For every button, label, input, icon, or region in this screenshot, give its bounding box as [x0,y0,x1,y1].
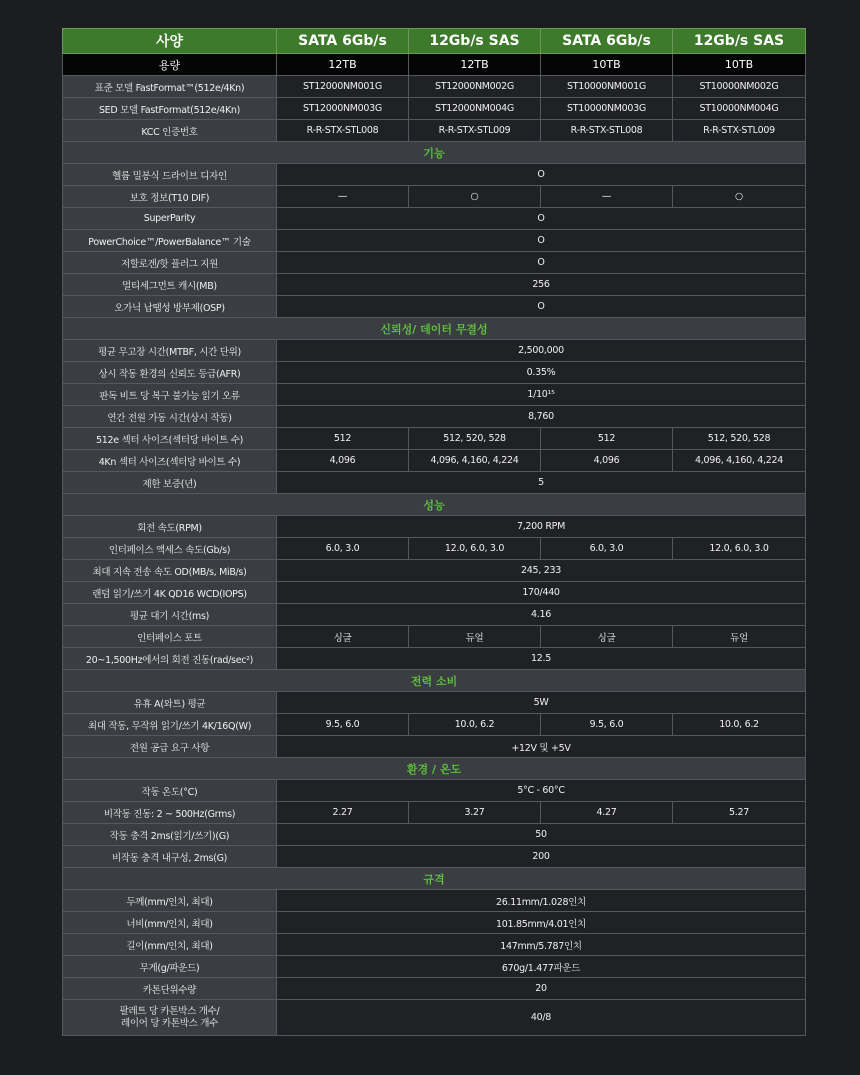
cell-value: 5°C - 60°C [277,780,806,802]
row-label: 회전 속도(RPM) [63,516,277,538]
cell-value: 101.85mm/4.01인치 [277,912,806,934]
spec-row [63,912,806,934]
row-label: 길이(mm/인치, 최대) [63,934,277,956]
row-label: 제한 보증(년) [63,472,277,494]
cell-value: 2,500,000 [277,340,806,362]
spec-row [63,626,806,648]
row-label: 무게(g/파운드) [63,956,277,978]
cell-value: 50 [277,824,806,846]
spec-row [63,890,806,912]
row-label: 유휴 A(와트) 평균 [63,692,277,714]
spec-row [63,406,806,428]
column-header-1: SATA 6Gb/s [277,29,409,54]
section-header-features [63,142,806,164]
cell-value: 3.27 [409,802,541,824]
row-label: 평균 대기 시간(ms) [63,604,277,626]
spec-row [63,164,806,186]
spec-row [63,208,806,230]
cell-value: 4,096, 4,160, 4,224 [409,450,541,472]
cell-value: 5.27 [673,802,806,824]
cell-value: 170/440 [277,582,806,604]
spec-row [63,714,806,736]
cell-value: 6.0, 3.0 [277,538,409,560]
section-title: 전력 소비 [63,670,806,692]
section-header-dimensions [63,868,806,890]
cell-value: ST10000NM004G [673,98,806,120]
cell-value: ST12000NM002G [409,76,541,98]
section-header-power [63,670,806,692]
cell-value: 10.0, 6.2 [673,714,806,736]
cell-value: O [277,252,806,274]
cell-value: 듀얼 [673,626,806,648]
cell-value: 4,096, 4,160, 4,224 [673,450,806,472]
spec-header-cell: 사양 [63,29,277,54]
cell-value: 256 [277,274,806,296]
row-label: 최대 지속 전송 속도 OD(MB/s, MiB/s) [63,560,277,582]
row-label-line: 레이어 당 카톤박스 개수 [121,1017,218,1029]
cell-value: 9.5, 6.0 [277,714,409,736]
spec-row [63,472,806,494]
row-label [63,1000,277,1036]
row-label: 랜덤 읽기/쓰기 4K QD16 WCD(IOPS) [63,582,277,604]
spec-row [63,340,806,362]
spec-row [63,450,806,472]
spec-row [63,252,806,274]
row-label: 작동 충격 2ms(읽기/쓰기)(G) [63,824,277,846]
cell-value: 7,200 RPM [277,516,806,538]
section-header-performance [63,494,806,516]
cell-value: 0.35% [277,362,806,384]
cell-value: R-R-STX-STL009 [673,120,806,142]
spec-row [63,186,806,208]
cell-value: 8,760 [277,406,806,428]
cell-value: ST10000NM003G [541,98,673,120]
cell-value: 1/10¹⁵ [277,384,806,406]
cell-value: 26.11mm/1.028인치 [277,890,806,912]
cell-value: 4,096 [541,450,673,472]
spec-row [63,604,806,626]
spec-row [63,780,806,802]
row-label: 두께(mm/인치, 최대) [63,890,277,912]
row-label: SuperParity [63,208,277,230]
row-label: SED 모델 FastFormat(512e/4Kn) [63,98,277,120]
spec-row [63,362,806,384]
row-label: 표준 모델 FastFormat™(512e/4Kn) [63,76,277,98]
row-label: 최대 작동, 무작위 읽기/쓰기 4K/16Q(W) [63,714,277,736]
spec-row [63,934,806,956]
cell-value: 40/8 [277,1000,806,1036]
row-label: 인터페이스 포트 [63,626,277,648]
row-label: 평균 무고장 시간(MTBF, 시간 단위) [63,340,277,362]
cell-value: 200 [277,846,806,868]
column-header-2: 12Gb/s SAS [409,29,541,54]
row-label: 작동 온도(°C) [63,780,277,802]
row-label: 상시 작동 환경의 신뢰도 등급(AFR) [63,362,277,384]
section-header-reliability [63,318,806,340]
section-title: 환경 / 온도 [63,758,806,780]
cell-value: 12.0, 6.0, 3.0 [409,538,541,560]
row-label: 헬륨 밀봉식 드라이브 디자인 [63,164,277,186]
row-label: 오가닉 납땜성 방부제(OSP) [63,296,277,318]
capacity-value: 10TB [673,54,806,76]
cell-value: ○ [673,186,806,208]
cell-value: 10.0, 6.2 [409,714,541,736]
cell-value: 5W [277,692,806,714]
row-label: KCC 인증번호 [63,120,277,142]
section-title: 신뢰성/ 데이터 무결성 [63,318,806,340]
spec-row [63,824,806,846]
section-title: 규격 [63,868,806,890]
spec-row [63,1000,806,1036]
cell-value: 12.5 [277,648,806,670]
cell-value: O [277,230,806,252]
spec-row [63,384,806,406]
spec-row [63,274,806,296]
cell-value: 듀얼 [409,626,541,648]
cell-value: O [277,296,806,318]
cell-value: 12.0, 6.0, 3.0 [673,538,806,560]
cell-value: 싱글 [541,626,673,648]
column-header-3: SATA 6Gb/s [541,29,673,54]
cell-value: 4.16 [277,604,806,626]
row-label: 너비(mm/인치, 최대) [63,912,277,934]
cell-value: 512, 520, 528 [673,428,806,450]
cell-value: ST12000NM004G [409,98,541,120]
cell-value: +12V 및 +5V [277,736,806,758]
section-title: 기능 [63,142,806,164]
model-row-sed [63,98,806,120]
spec-row [63,582,806,604]
model-row-standard [63,76,806,98]
cell-value: 9.5, 6.0 [541,714,673,736]
cell-value: — [277,186,409,208]
cell-value: ST10000NM002G [673,76,806,98]
cell-value: O [277,164,806,186]
row-label: 20~1,500Hz에서의 회전 진동(rad/sec²) [63,648,277,670]
cell-value: 2.27 [277,802,409,824]
spec-row [63,560,806,582]
row-label: 멀티세그먼트 캐시(MB) [63,274,277,296]
cell-value: 512 [277,428,409,450]
spec-row [63,692,806,714]
row-label: 연간 전원 가동 시간(상시 작동) [63,406,277,428]
model-row-kcc [63,120,806,142]
cell-value: ST12000NM003G [277,98,409,120]
capacity-value: 12TB [277,54,409,76]
cell-value: 20 [277,978,806,1000]
capacity-label: 용량 [63,54,277,76]
spec-row [63,296,806,318]
row-label: 보호 정보(T10 DIF) [63,186,277,208]
section-title: 성능 [63,494,806,516]
cell-value: R-R-STX-STL009 [409,120,541,142]
spec-row [63,736,806,758]
cell-value: 245, 233 [277,560,806,582]
spec-table [62,28,806,1036]
capacity-row [63,54,806,76]
spec-row [63,516,806,538]
cell-value: R-R-STX-STL008 [277,120,409,142]
spec-row [63,846,806,868]
cell-value: 512 [541,428,673,450]
row-label: 전원 공급 요구 사항 [63,736,277,758]
spec-row [63,648,806,670]
row-label: 비작동 진동: 2 ~ 500Hz(Grms) [63,802,277,824]
row-label: 카톤단위수량 [63,978,277,1000]
spec-row [63,428,806,450]
row-label: 인터페이스 액세스 속도(Gb/s) [63,538,277,560]
capacity-value: 12TB [409,54,541,76]
header-row [63,29,806,54]
row-label: 비작동 충격 내구성, 2ms(G) [63,846,277,868]
row-label: 저할로겐/핫 플러그 지원 [63,252,277,274]
cell-value: 5 [277,472,806,494]
row-label: PowerChoice™/PowerBalance™ 기술 [63,230,277,252]
cell-value: ○ [409,186,541,208]
cell-value: 싱글 [277,626,409,648]
spec-table-container [62,28,805,1036]
cell-value: ST10000NM001G [541,76,673,98]
spec-row [63,802,806,824]
spec-row [63,956,806,978]
cell-value: 147mm/5.787인치 [277,934,806,956]
section-header-environment [63,758,806,780]
capacity-value: 10TB [541,54,673,76]
cell-value: — [541,186,673,208]
cell-value: 512, 520, 528 [409,428,541,450]
row-label: 512e 섹터 사이즈(섹터당 바이트 수) [63,428,277,450]
spec-row [63,230,806,252]
cell-value: 4,096 [277,450,409,472]
spec-row [63,538,806,560]
cell-value: 4.27 [541,802,673,824]
column-header-4: 12Gb/s SAS [673,29,806,54]
row-label: 4Kn 섹터 사이즈(섹터당 바이트 수) [63,450,277,472]
cell-value: ST12000NM001G [277,76,409,98]
cell-value: R-R-STX-STL008 [541,120,673,142]
row-label: 판독 비트 당 복구 불가능 읽기 오류 [63,384,277,406]
spec-row [63,978,806,1000]
cell-value: 670g/1.477파운드 [277,956,806,978]
cell-value: 6.0, 3.0 [541,538,673,560]
cell-value: O [277,208,806,230]
row-label-line: 팔레트 당 카톤박스 개수/ [119,1005,220,1017]
